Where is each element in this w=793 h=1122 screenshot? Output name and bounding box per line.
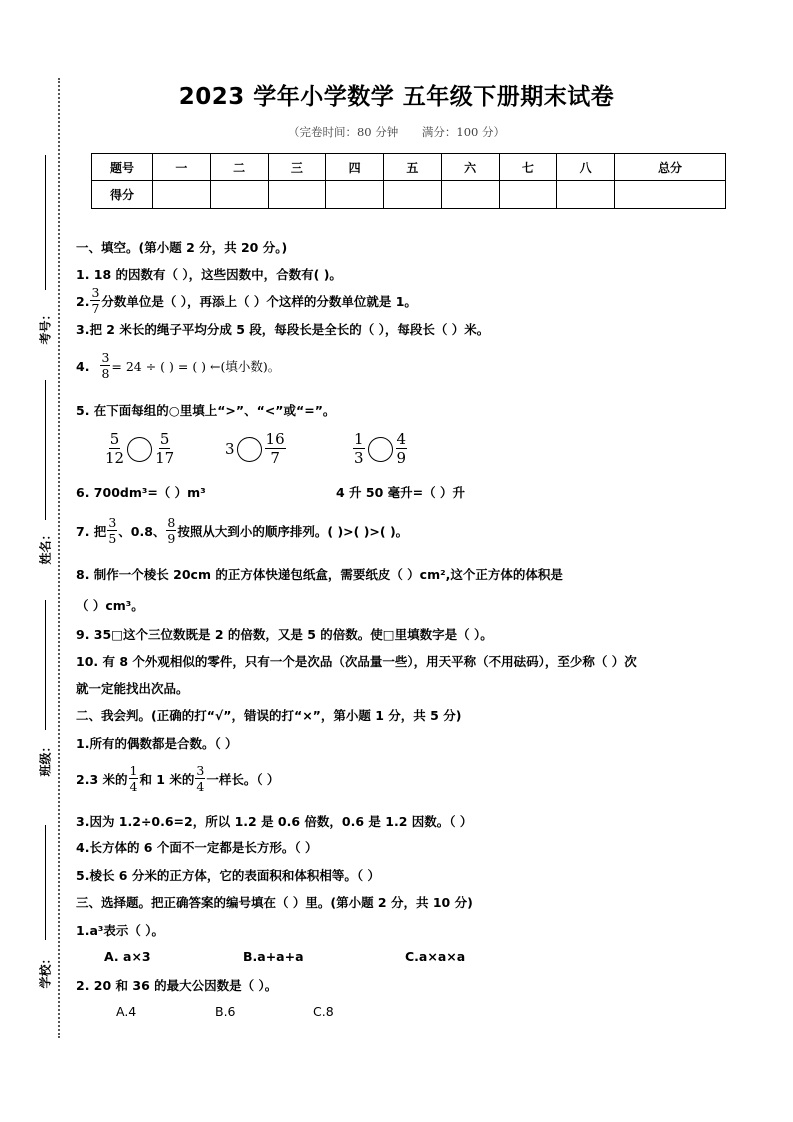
exam-time: （完卷时间：80 分钟 bbox=[287, 125, 399, 139]
compare-circle[interactable] bbox=[127, 437, 152, 462]
school-line bbox=[45, 825, 46, 940]
fraction bbox=[166, 514, 176, 546]
score-cell[interactable] bbox=[557, 181, 615, 209]
question-1-10a: 10. 有 8 个外观相似的零件，只有一个是次品（次品量一些），用天平称（不用砝码），至少称（ ）次 bbox=[76, 654, 637, 669]
numerator: 5 bbox=[109, 430, 120, 448]
question-2-5: 5.棱长 6 分米的正方体，它的表面积和体积相等。（ ） bbox=[76, 868, 380, 883]
question-number: 4. bbox=[76, 358, 90, 374]
numerator: 16 bbox=[265, 430, 285, 448]
table-cell: 四 bbox=[326, 154, 384, 181]
question-text: 2.3 米的 bbox=[76, 772, 128, 787]
numerator: 3 bbox=[108, 514, 117, 530]
exam-no-line bbox=[45, 155, 46, 290]
numerator: 3 bbox=[196, 762, 205, 778]
denominator: 9 bbox=[396, 449, 407, 467]
numerator: 3 bbox=[91, 284, 100, 300]
table-cell: 总分 bbox=[615, 154, 726, 181]
question-1-4 bbox=[76, 348, 280, 384]
question-2-3: 3.因为 1.2÷0.6=2，所以 1.2 是 0.6 倍数，0.6 是 1.2 因数。（ ） bbox=[76, 814, 473, 829]
option-3-2-c: C.8 bbox=[313, 1004, 334, 1019]
compare-group-c bbox=[352, 428, 408, 470]
denominator: 9 bbox=[167, 531, 176, 546]
option-3-2-b: B.6 bbox=[215, 1004, 236, 1019]
school-label: 学校： bbox=[38, 952, 53, 989]
question-1-8b: （ ）cm³。 bbox=[76, 598, 144, 613]
denominator: 7 bbox=[270, 449, 280, 467]
score-table-score-row bbox=[92, 181, 726, 209]
numerator: 5 bbox=[159, 430, 170, 448]
table-cell: 八 bbox=[557, 154, 615, 181]
question-text: 和 1 米的 bbox=[139, 772, 195, 787]
class-line bbox=[45, 600, 46, 730]
score-table-header-row bbox=[92, 154, 726, 181]
score-cell[interactable] bbox=[499, 181, 557, 209]
page-title: 2023 学年小学数学 五年级下册期末试卷 bbox=[178, 84, 615, 110]
score-cell[interactable] bbox=[153, 181, 211, 209]
fraction bbox=[129, 762, 139, 794]
question-1-10b: 就一定能找出次品。 bbox=[76, 681, 189, 696]
question-1-2 bbox=[76, 285, 417, 317]
denominator: 4 bbox=[196, 779, 205, 794]
table-cell: 三 bbox=[268, 154, 326, 181]
fraction bbox=[155, 432, 174, 466]
option-3-1-b: B.a+a+a bbox=[243, 949, 304, 964]
question-2-1: 1.所有的偶数都是合数。（ ） bbox=[76, 736, 238, 751]
compare-circle[interactable] bbox=[368, 437, 393, 462]
score-cell[interactable] bbox=[384, 181, 442, 209]
section3-heading: 三、选择题。把正确答案的编号填在（ ）里。(第小题 2 分，共 10 分) bbox=[76, 895, 473, 910]
compare-circle[interactable] bbox=[237, 437, 262, 462]
denominator: 8 bbox=[101, 366, 110, 381]
fraction bbox=[265, 432, 286, 466]
table-cell: 二 bbox=[210, 154, 268, 181]
score-cell[interactable] bbox=[326, 181, 384, 209]
question-text: 、0.8、 bbox=[118, 524, 166, 539]
question-3-2: 2. 20 和 36 的最大公因数是（ ）。 bbox=[76, 978, 278, 993]
exam-score: 满分：100 分） bbox=[421, 125, 506, 139]
denominator: 5 bbox=[108, 531, 117, 546]
question-text: 一样长。（ ） bbox=[206, 772, 280, 787]
section2-heading: 二、我会判。(正确的打“√”，错误的打“×”，第小题 1 分，共 5 分) bbox=[76, 708, 462, 723]
section1-heading: 一、填空。(第小题 2 分，共 20 分。) bbox=[76, 240, 288, 255]
fraction bbox=[100, 349, 110, 381]
numerator: 4 bbox=[396, 430, 407, 448]
table-cell: 六 bbox=[441, 154, 499, 181]
denominator: 7 bbox=[91, 301, 100, 316]
score-cell[interactable] bbox=[268, 181, 326, 209]
question-1-7 bbox=[76, 512, 408, 550]
score-cell[interactable] bbox=[615, 181, 726, 209]
question-1-9: 9. 35□这个三位数既是 2 的倍数，又是 5 的倍数。使□里填数字是（ ）。 bbox=[76, 627, 493, 642]
question-1-6b: 4 升 50 毫升=（ ）升 bbox=[336, 485, 465, 500]
numerator: 1 bbox=[354, 430, 364, 448]
whole-number: 3 bbox=[225, 440, 235, 458]
denominator: 3 bbox=[354, 449, 364, 467]
question-3-1: 1.a³表示（ ）。 bbox=[76, 923, 164, 938]
name-line bbox=[45, 380, 46, 520]
table-cell: 题号 bbox=[92, 154, 153, 181]
question-1-5: 5. 在下面每组的○里填上“>”、“<”或“=”。 bbox=[76, 403, 336, 418]
question-1-1: 1. 18 的因数有（ ），这些因数中，合数有( )。 bbox=[76, 267, 342, 282]
fraction bbox=[105, 432, 124, 466]
numerator: 8 bbox=[167, 514, 176, 530]
question-2-2 bbox=[76, 760, 279, 798]
fraction bbox=[90, 284, 100, 316]
table-cell: 得分 bbox=[92, 181, 153, 209]
compare-group-a bbox=[104, 428, 175, 470]
question-number: 2. bbox=[76, 293, 90, 309]
table-cell: 五 bbox=[384, 154, 442, 181]
fraction bbox=[195, 762, 205, 794]
fraction bbox=[353, 432, 365, 466]
exam-info bbox=[0, 124, 793, 140]
score-cell[interactable] bbox=[441, 181, 499, 209]
question-1-3: 3.把 2 米长的绳子平均分成 5 段，每段长是全长的（ ），每段长（ ）米。 bbox=[76, 322, 490, 337]
question-text: 按照从大到小的顺序排列。( )>( )>( )。 bbox=[177, 524, 409, 539]
class-label: 班级： bbox=[38, 740, 53, 777]
compare-group-b bbox=[225, 428, 287, 470]
option-3-1-c: C.a×a×a bbox=[405, 949, 466, 964]
option-3-2-a: A.4 bbox=[116, 1004, 137, 1019]
table-cell: 一 bbox=[153, 154, 211, 181]
option-3-1-a: A. a×3 bbox=[104, 949, 151, 964]
question-1-8a: 8. 制作一个棱长 20cm 的正方体快递包纸盒，需要纸皮（ ）cm²,这个正方体的体积是 bbox=[76, 567, 563, 582]
numerator: 1 bbox=[129, 762, 138, 778]
score-cell[interactable] bbox=[210, 181, 268, 209]
denominator: 17 bbox=[155, 449, 175, 467]
fraction bbox=[396, 432, 408, 466]
exam-no-label: 考号： bbox=[38, 308, 53, 345]
question-1-6a: 6. 700dm³=（ ）m³ bbox=[76, 485, 206, 500]
question-text: = 24 ÷ ( ) = ( ) ←(填小数)。 bbox=[111, 359, 281, 374]
name-label: 姓名： bbox=[38, 528, 53, 565]
numerator: 3 bbox=[101, 349, 110, 365]
question-text: 7. 把 bbox=[76, 524, 107, 539]
denominator: 12 bbox=[105, 449, 125, 467]
table-cell: 七 bbox=[499, 154, 557, 181]
denominator: 4 bbox=[129, 779, 138, 794]
question-2-4: 4.长方体的 6 个面不一定都是长方形。（ ） bbox=[76, 840, 318, 855]
question-text: 分数单位是（ ），再添上（ ）个这样的分数单位就是 1。 bbox=[101, 294, 417, 309]
score-table bbox=[91, 153, 726, 209]
fraction bbox=[107, 514, 117, 546]
binding-dotted-line bbox=[58, 78, 60, 1038]
